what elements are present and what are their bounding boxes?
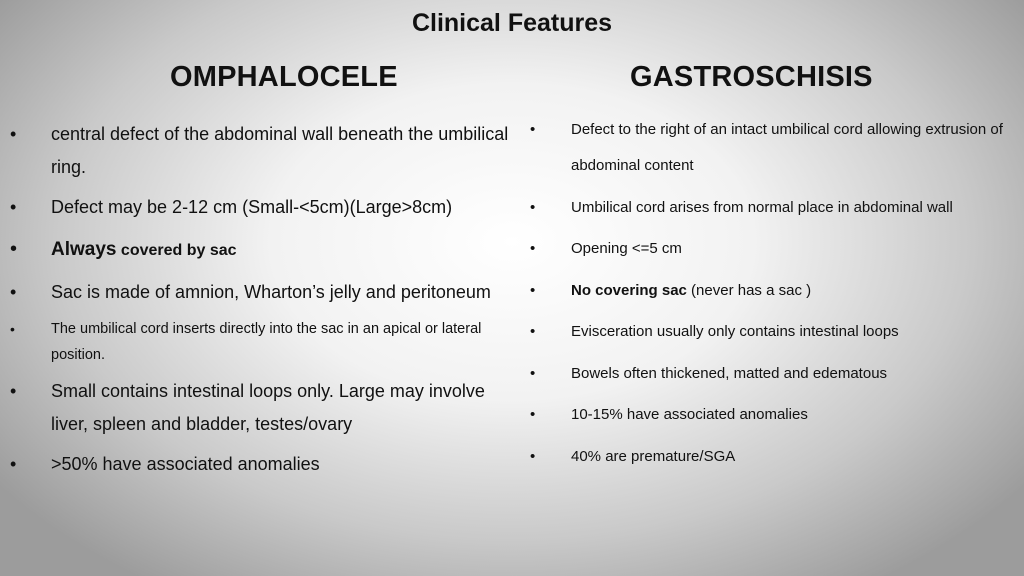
gastroschisis-list [530, 112, 1020, 480]
bullet-icon: • [10, 282, 17, 302]
list-item-text: 10-15% have associated anomalies [571, 406, 808, 423]
bold-text: Always [51, 239, 117, 260]
bullet-icon: • [530, 281, 536, 299]
list-item [530, 112, 1020, 184]
list-item-text: >50% have associated anomalies [51, 454, 320, 474]
list-item-suffix: (never has a sac ) [686, 281, 812, 299]
bullet-icon: • [10, 454, 17, 474]
list-item-text: 40% are premature/SGA [571, 447, 736, 465]
bullet-icon: • [530, 447, 536, 465]
list-item [530, 273, 1020, 309]
list-item-text: Defect may be 2-12 cm (Small-<5cm)(Large>8cm) [51, 197, 453, 217]
list-item-text: Umbilical cord arises from normal place in abdominal wall [571, 198, 953, 216]
list-item [10, 316, 510, 368]
list-item [530, 314, 1020, 350]
bullet-icon: • [530, 406, 536, 423]
list-item [10, 118, 510, 184]
list-item-text: Sac is made of amnion, Wharton’s jelly and peritoneum [51, 282, 491, 302]
omphalocele-heading: OMPHALOCELE [170, 61, 398, 93]
list-item [10, 191, 510, 224]
list-item [10, 375, 510, 441]
list-item-text: Bowels often thickened, matted and edematous [571, 364, 888, 382]
list-item-text: Small contains intestinal loops only. Large may involve liver, spleen and bladder, testes/ovary [51, 381, 485, 434]
bullet-icon: • [10, 381, 17, 401]
list-item [10, 276, 510, 309]
bullet-icon: • [10, 321, 15, 337]
bold-text: covered by sac [116, 242, 237, 259]
bullet-icon: • [10, 238, 18, 260]
list-item-text: Opening <=5 cm [571, 240, 682, 257]
gastroschisis-heading: GASTROSCHISIS [630, 61, 873, 93]
bullet-icon: • [10, 197, 17, 217]
list-item [530, 397, 1020, 433]
omphalocele-list [10, 118, 510, 488]
list-item-text: Defect to the right of an intact umbilical cord allowing extrusion of abdominal content [571, 121, 1003, 174]
bullet-icon: • [530, 364, 536, 382]
list-item [10, 231, 510, 269]
list-item-text [51, 231, 510, 269]
slide-title: Clinical Features [411, 9, 613, 37]
list-item [10, 448, 510, 481]
list-item-text: The umbilical cord inserts directly into the sac in an apical or lateral position. [51, 321, 482, 363]
list-item [530, 439, 1020, 475]
bold-text: No covering sac [571, 281, 687, 299]
list-item [530, 356, 1020, 392]
bullet-icon: • [530, 198, 536, 216]
list-item-text: Evisceration usually only contains intestinal loops [571, 323, 899, 340]
bullet-icon: • [530, 240, 536, 257]
list-item [530, 231, 1020, 267]
bullet-icon: • [530, 121, 536, 138]
list-item [530, 190, 1020, 226]
list-item-text [571, 273, 1020, 309]
bullet-icon: • [10, 124, 17, 144]
list-item-text: central defect of the abdominal wall beneath the umbilical ring. [51, 124, 509, 177]
bullet-icon: • [530, 323, 536, 340]
